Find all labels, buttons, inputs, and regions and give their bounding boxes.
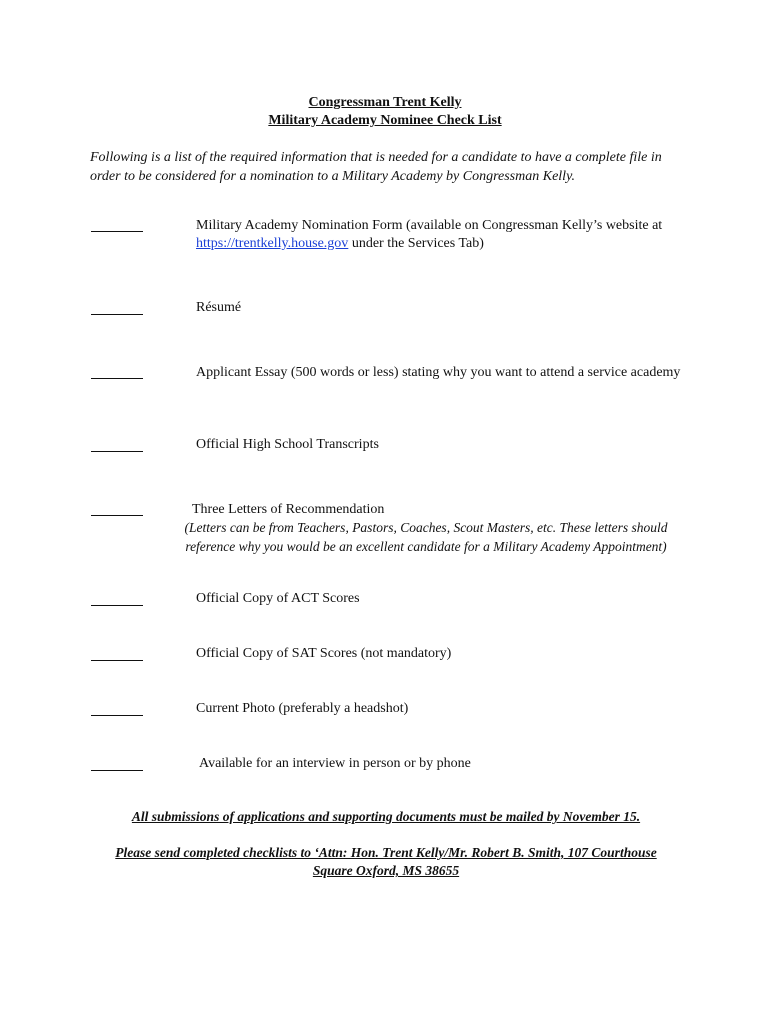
checkbox-blank-line[interactable] — [91, 660, 143, 661]
checkbox-blank-line[interactable] — [91, 314, 143, 315]
checklist-item-nomination-form — [196, 217, 686, 253]
checkbox-blank-line[interactable] — [91, 715, 143, 716]
checkbox-blank-line[interactable] — [91, 515, 143, 516]
checklist-item-interview: Available for an interview in person or by phone — [199, 756, 471, 771]
checklist-item-text: under the Services Tab) — [348, 236, 484, 251]
checklist-item-sat: Official Copy of SAT Scores (not mandatory) — [196, 646, 452, 661]
checklist-item-essay: Applicant Essay (500 words or less) stating why you want to attend a service academy — [196, 365, 681, 380]
checkbox-blank-line[interactable] — [91, 378, 143, 379]
checklist-item-photo: Current Photo (preferably a headshot) — [196, 701, 409, 716]
website-link[interactable]: https://trentkelly.house.gov — [196, 236, 349, 251]
checklist-item-act: Official Copy of ACT Scores — [196, 591, 360, 606]
checklist-item-resume: Résumé — [196, 300, 242, 315]
intro-paragraph: Following is a list of the required information that is needed for a candidate to have a complete file in order to be considered for a nomination to a Military Academy by Congressman Kelly. — [90, 150, 662, 184]
deadline-notice: All submissions of applications and supporting documents must be mailed by November 15. — [131, 809, 641, 824]
checkbox-blank-line[interactable] — [91, 231, 143, 232]
recommendation-note: (Letters can be from Teachers, Pastors, Coaches, Scout Masters, etc. These letters should reference why you would be an excellent candidate for a Military Academy Appointment) — [184, 520, 668, 554]
document-subtitle: Military Academy Nominee Check List — [268, 113, 502, 128]
checkbox-blank-line[interactable] — [91, 770, 143, 771]
checklist-item-text: Military Academy Nomination Form (available on Congressman Kelly’s website at — [196, 218, 663, 233]
checkbox-blank-line[interactable] — [91, 451, 143, 452]
checkbox-blank-line[interactable] — [91, 605, 143, 606]
checklist-item-transcripts: Official High School Transcripts — [196, 437, 379, 452]
mailing-address: Please send completed checklists to ‘Attn: Hon. Trent Kelly/Mr. Robert B. Smith, 107 Courthouse Square Oxford, MS 38655 — [115, 845, 657, 878]
document-title: Congressman Trent Kelly — [308, 95, 462, 110]
checklist-item-recommendations: Three Letters of Recommendation — [192, 502, 385, 517]
